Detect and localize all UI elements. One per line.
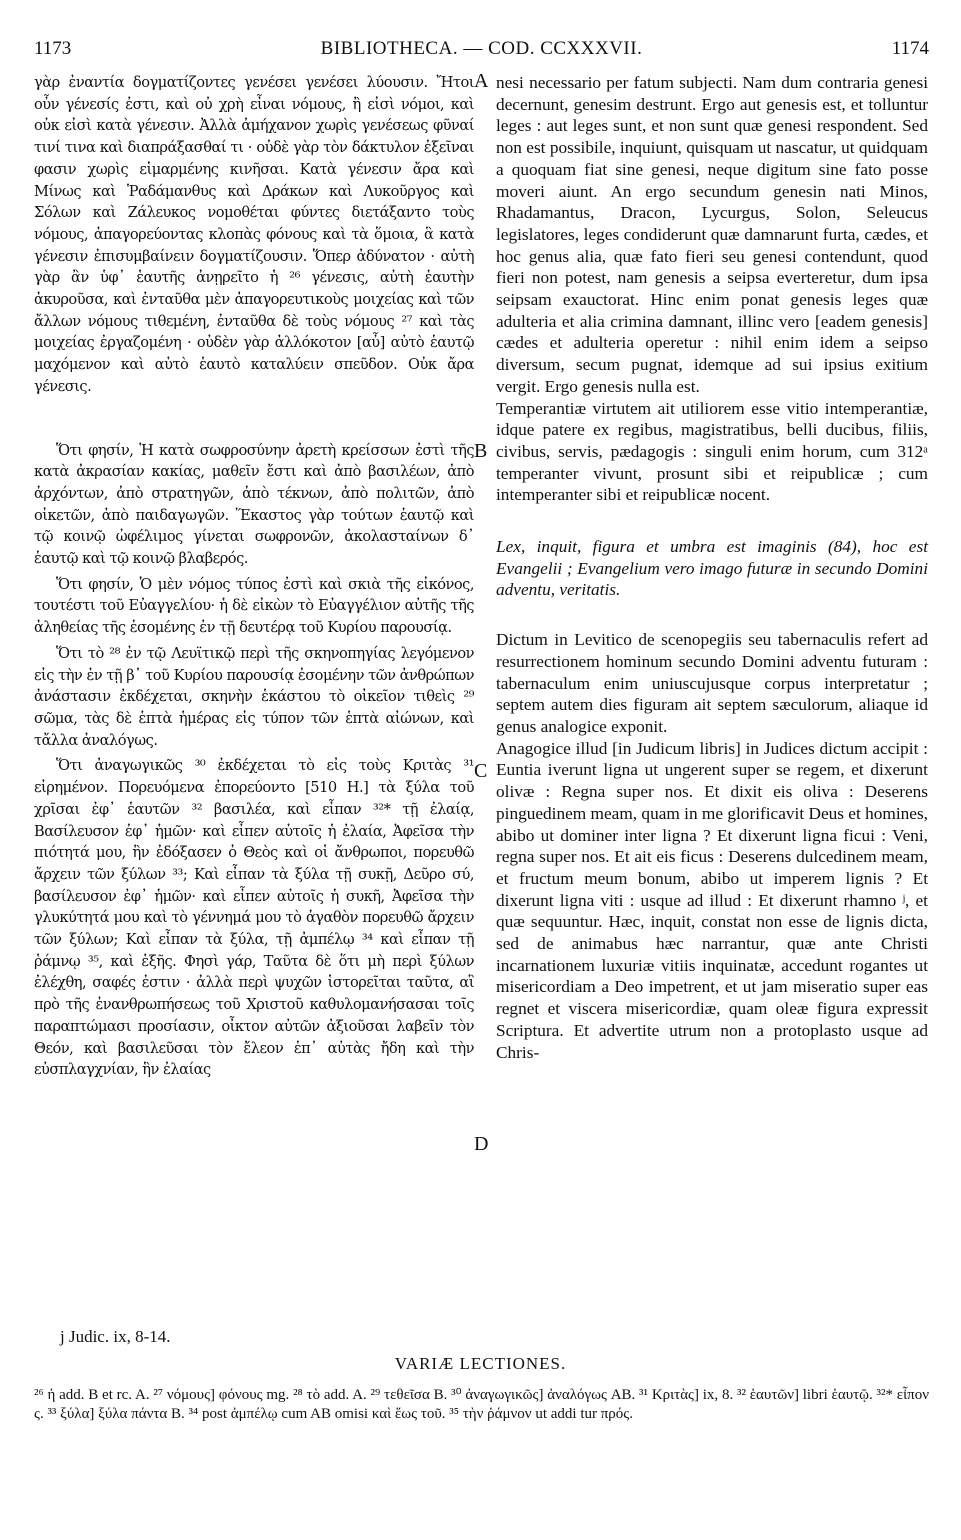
margin-marker-b: B bbox=[474, 440, 488, 462]
latin-paragraph: Lex, inquit, figura et umbra est imaginis (84), hoc est Evangelii ; Evangelium vero imago futuræ in secundo Domini adventu, veritatis. bbox=[496, 537, 928, 600]
variae-lectiones-title: VARIÆ LECTIONES. bbox=[394, 1354, 567, 1373]
latin-paragraph: nesi necessario per fatum subjecti. Nam dum contraria genesi decernunt, genesim destrunt. Ergo aut genesis est, et tolluntur leges : aut leges sunt, et non sunt quæ genesi respondent. Sed non est possibile, inquiunt, quisquam ut nascatur, ut quidquam a quoquam fiat sine genesi, neque digitum sine fato posse moveri aiunt. An ergo secundum genesin nati Minos, Rhadamantus, Dracon, Lycurgus, Solon, Seleucus legislatores, leges condiderunt quæ damnarunt furta, cædes, et hoc genus alia, quæ fato fieri seu genesi contendunt, quod fieri non potest, nam genesis a seipsa everteretur, dum ipsa seipsam exauctorat. Hinc enim ponat genesis leges quæ adulteria et alia crimina damnant, illinc vero [eadem genesis] cædes et adulteria operetur : nihil enim idem a seipso diversum, secum pugnat, idemque ad sui ipsius exitium vergit. Ergo genesis nulla est. bbox=[496, 73, 928, 396]
footnote: j Judic. ix, 8-14. bbox=[60, 1327, 171, 1346]
greek-column bbox=[34, 72, 474, 1081]
latin-paragraph: Anagogice illud [in Judicum libris] in Judices dictum accipit : Euntia iverunt ligna ut ungerent super se regem, et dixerunt olivæ : Regna super nos. Et dixit eis oliva : Deserens pinguedinem meam, quam in me glorificavit Deus et homines, abibo ut dominer inter ligna ? Et dixerunt ligna ficui : Veni, regna super nos. Et ait eis ficus : Deserens dulcedinem meam, et fructum meum bonum, abibo ut imperem lignis ? Et dixerunt ligna viti : usque ad illud : Et dixerunt rhamno ʲ, et quæ sequuntur. Hæc, inquit, constat non esse de lignis dicta, sed de animabus hæc narrantur, quæ ante Christi incarnationem luxuriæ vitiis inquinatæ, accedunt rogantes ut misericordiam a Deo impetrent, et ut jam miseratio super eas regnet et viscera misericordiæ, quam oleæ figura expressit Scriptura. Et advertite utrum non a protoplasto usque ad Chris- bbox=[496, 738, 928, 1062]
greek-paragraph: Ὅτι φησίν, Ὁ μὲν νόμος τύπος ἐστὶ καὶ σκιὰ τῆς εἰκόνος, τουτέστι τοῦ Εὐαγγελίου· ἡ δὲ εἰκὼν τὸ Εὐαγγέλιον αὐτῆς τῆς ἀληθείας τῆς ἐσομένης ἐν τῇ δευτέρᾳ τοῦ Κυρίου παρουσίᾳ. bbox=[34, 575, 474, 637]
margin-marker-d: D bbox=[474, 1133, 489, 1155]
page-number-right: 1174 bbox=[891, 38, 929, 59]
greek-paragraph: Ὅτι ἀναγωγικῶς ³⁰ ἐκδέχεται τὸ εἰς τοὺς Κριτὰς ³¹ εἰρημένον. Πορευόμενα ἐπορεύοντο [510 H.] τὰ ξύλα τοῦ χρῖσαι ἐφ᾽ ἑαυτῶν ³² βασιλέα, καὶ εἶπαν ³²* τῇ ἐλαίᾳ, Βασίλευσον ἐφ᾽ ἡμῶν· καὶ εἶπεν αὐτοῖς ἡ ἐλαία, Ἀφεῖσα τὴν πιότητά μου, ἣν ἐδόξασεν ὁ Θεὸς καὶ οἱ ἄνθρωποι, πορευθῶ ἄρχειν τῶν ξύλων ³³; Καὶ εἶπαν τὰ ξύλα τῇ συκῇ, Δεῦρο σύ, βασίλευσον ἐφ᾽ ἡμῶν· καὶ εἶπεν αὐτοῖς ἡ συκῆ, Ἀφεῖσα τὴν γλυκύτητά μου καὶ τὸ γέννημά μου τὸ ἀγαθὸν πορευθῶ ἄρχειν τῶν ξύλων; Καὶ εἶπαν τὰ ξύλα, τῇ ἀμπέλῳ ³⁴ καὶ εἶπαν τῇ ῥάμνῳ ³⁵, καὶ ἑξῆς. Φησὶ γάρ, Ταῦτα δὲ ὅτι μὴ περὶ ξύλων ἐλέχθη, σαφές ἐστιν · ἀλλὰ περὶ ψυχῶν ἱστορεῖται ταῦτα, αἳ πρὸ τῆς ἐνανθρωπήσεως τοῦ Χριστοῦ καθυλομανήσασαι τοῖς παραπτώμασι προσίασιν, οἶκτον αὐτῶν ἀξιοῦσαι λαβεῖν τὸν Θεόν, καὶ βασιλεῦσαι τὸν ἔλεον ἐπ᾽ αὐτὰς ἤδη καὶ τὴν εὐσπλαγχνίαν, ἣν ἐλαίας bbox=[34, 757, 474, 1079]
greek-paragraph: Ὅτι φησίν, Ἡ κατὰ σωφροσύνην ἀρετὴ κρείσσων ἐστὶ τῆς κατὰ ἀκρασίαν κακίας, μαθεῖν ἔστι καὶ ἀπὸ βασιλέων, ἀπὸ ἀρχόντων, ἀπὸ στρατηγῶν, ἀπὸ τέκνων, ἀπὸ πολιτῶν, ἀπὸ οἰκετῶν, ἀπὸ παιδαγωγῶν. Ἕκαστος γὰρ τούτων ἑαυτῷ καὶ τῷ κοινῷ ὠφέλιμος γίνεται σωφρονῶν, ἀκολασταίνων δ᾽ ἑαυτῷ καὶ τῷ κοινῷ βλαβερός. bbox=[34, 441, 474, 568]
variae-lectiones-text: ²⁶ ἡ add. B et rc. A. ²⁷ νόμους] φόνους mg. ²⁸ τὸ add. A. ²⁹ τεθεῖσα B. ³⁰ ἀναγωγικῶς] ἀναλόγως AB. ³¹ Κριτὰς] ix, 8. ³² ἑαυτῶν] libri ἑαυτῷ. ³²* εἶπον ς. ³³ ξύλα] ξύλα πάντα B. ³⁴ post ἀμπέλῳ cum AB omisi καὶ ἕως τοῦ. ³⁵ τὴν ῥάμνον ut addi tur πρός. bbox=[34, 1387, 929, 1422]
latin-paragraph: Temperantiæ virtutem ait utiliorem esse vitio intemperantiæ, idque patere ex regibus, magistratibus, belli ducibus, filiis, civibus, servis, pædagogis : singuli enim horum, cum 312ᵃ temperanter vivunt, prosunt sibi et reipublicæ ; cum intemperanter sibi et reipublicæ nocent. bbox=[496, 398, 928, 505]
latin-paragraph: Dictum in Levitico de scenopegiis seu tabernaculis refert ad resurrectionem hominum secundo Domini adventu futuram : tabernaculum enim uniuscujusque corpus interpretatur ; septem autem dies figuram ait septem sæculorum, aliaque id genus analogice exponit. bbox=[496, 630, 928, 736]
margin-marker-a: A bbox=[474, 70, 489, 92]
greek-paragraph: Ὅτι τὸ ²⁸ ἐν τῷ Λευϊτικῷ περὶ τῆς σκηνοπηγίας λεγόμενον εἰς τὴν ἐν τῇ β᾽ τοῦ Κυρίου παρουσίᾳ ἐσομένην τῶν ἀνθρώπων ἀνάστασιν ἐκδέχεται, σκηνὴν ἑκάστου τὸ οἰκεῖον τιθεὶς ²⁹ σῶμα, τὰς δὲ ἑπτὰ ἡμέρας εἰς τύπον τῶν ἑπτὰ αἰώνων, καὶ τἄλλα ἀναλόγως. bbox=[34, 644, 474, 749]
latin-column bbox=[496, 72, 928, 1063]
greek-paragraph: γὰρ ἐναντία δογματίζοντες γενέσει γενέσει λύουσιν. Ἤτοι οὖν γένεσίς ἐστι, καὶ οὐ χρὴ εἶναι νόμους, ἢ εἰσὶ νόμοι, καὶ οὐκ εἰσὶ κατὰ γένεσιν. Ἀλλὰ ἀμήχανον χωρὶς γενέσεως φῦναί τινί τινα καὶ διαπράξασθαί τι · οὐδὲ γὰρ τὸν δάκτυλον ἐξεῖναι φασιν χωρὶς εἱμαρμένης κινῆσαι. Κατὰ γένεσιν ἄρα καὶ Μίνως καὶ Ῥαδάμανθυς καὶ Δράκων καὶ Λυκοῦργος καὶ Σόλων καὶ Ζάλευκος νομοθέται φύντες διετάξαντο τοὺς νόμους, ἀπαγορεύοντας κλοπὰς φόνους καὶ τὰ ὅμοια, ἃ κατὰ γένεσιν ἐπισυμβαίνειν δογματίζουσιν. Ὅπερ ἀδύνατον · αὐτὴ γὰρ ἂν ὑφ᾽ ἑαυτῆς ἀνῃρεῖτο ἡ ²⁶ γένεσις, αὐτὴ ἑαυτὴν ἀκυροῦσα, καὶ ἐνταῦθα μὲν ἀπαγορευτικοὺς μοιχείας καὶ τῶν ἄλλων νόμους τιθεμένη, ἐνταῦθα δὲ τοὺς νόμους ²⁷ καὶ τὰς μοιχείας ἐργαζομένη · οὐδὲν γὰρ ἀλλόκοτον [αὖ] αὐτὸ ἑαυτῷ μαχόμενον καὶ αὐτὸ ἑαυτὸ καταλύειν σπεῦδον. Οὐκ ἄρα γένεσις. bbox=[34, 74, 474, 395]
margin-marker-c: C bbox=[474, 760, 488, 782]
running-title: BIBLIOTHECA. — COD. CCXXXVII. bbox=[320, 38, 643, 59]
page-number-left: 1173 bbox=[34, 38, 72, 59]
page-header bbox=[34, 38, 929, 66]
